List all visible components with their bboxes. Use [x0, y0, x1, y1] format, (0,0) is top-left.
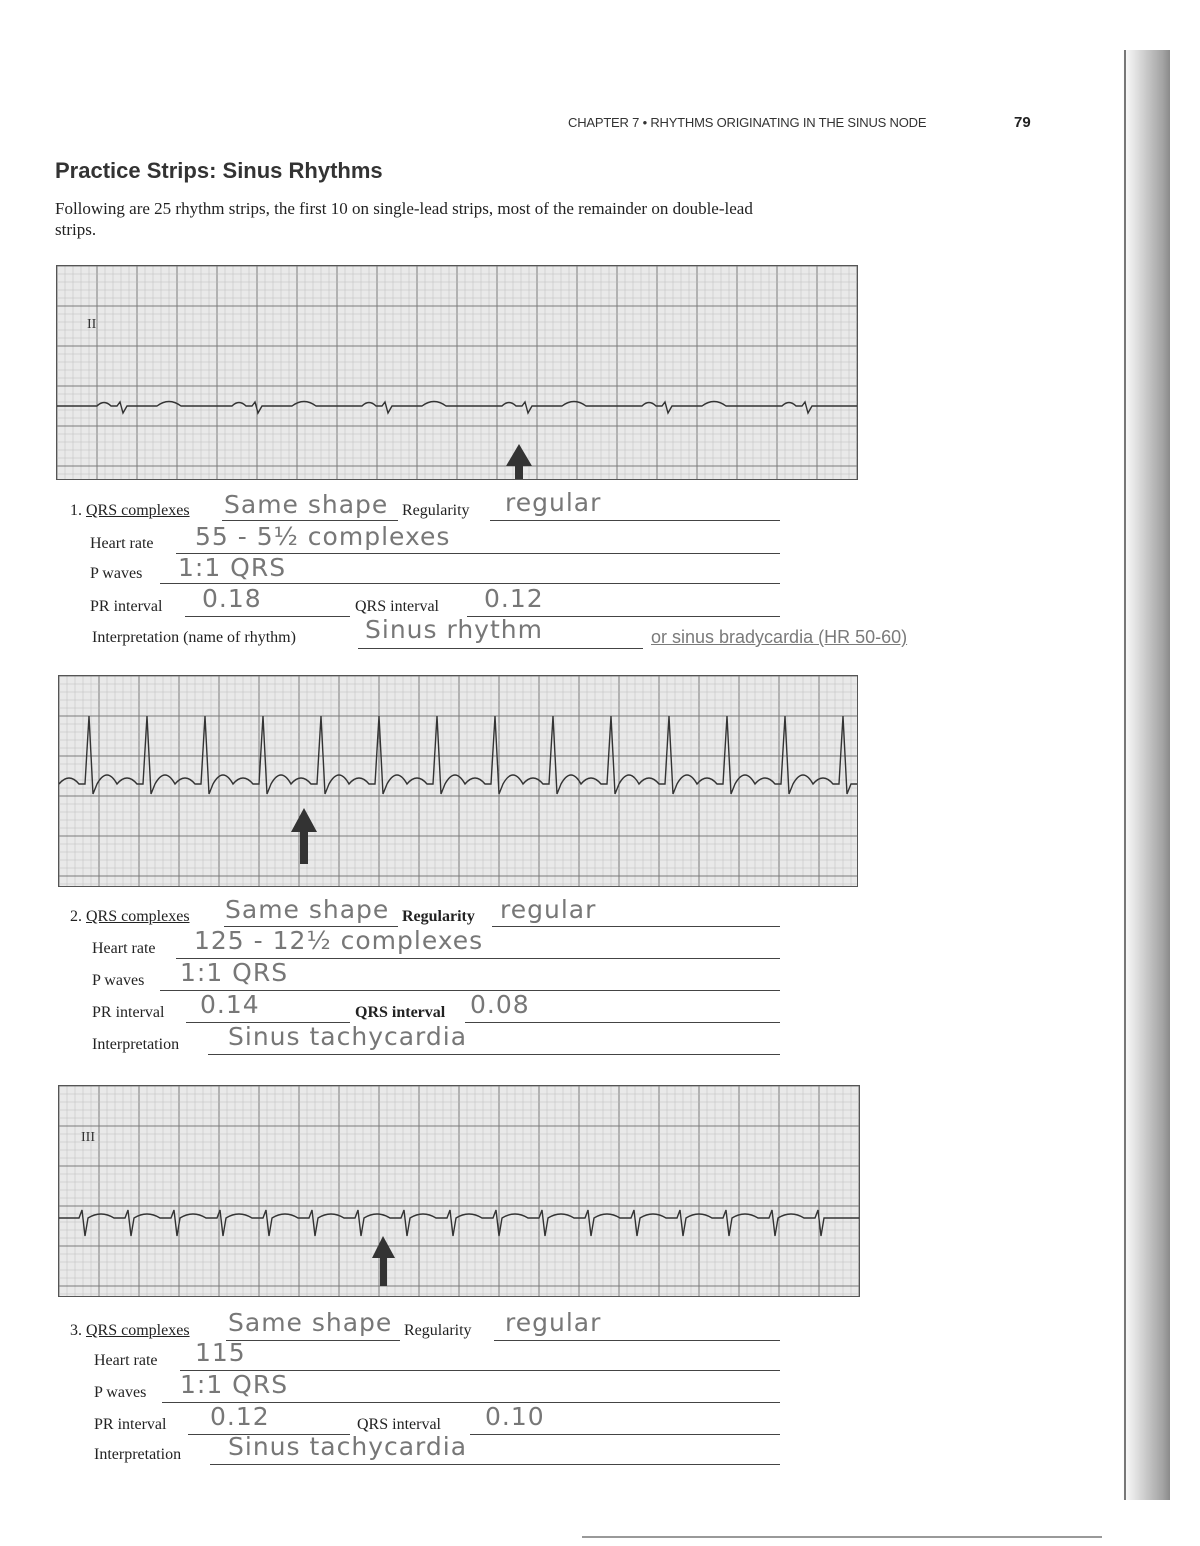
page-number: 79 [1014, 114, 1031, 131]
bottom-rule [582, 1536, 1102, 1538]
p-waves-label: P waves [92, 972, 145, 989]
p-waves-answer: 1:1 QRS [180, 958, 289, 987]
pr-interval-label: PR interval [92, 1004, 165, 1021]
interpretation-field[interactable] [210, 1464, 780, 1465]
ecg-grid [59, 1086, 859, 1296]
interpretation-answer: Sinus tachycardia [228, 1432, 468, 1461]
scan-shadow-edge [1122, 50, 1170, 1500]
regularity-answer: regular [505, 488, 602, 517]
regularity-label: Regularity [402, 908, 475, 925]
strip-3-qrs-row [70, 1322, 190, 1340]
strip-1-qrs-row [70, 502, 190, 520]
qrs-complexes-field[interactable] [226, 1340, 400, 1341]
interpretation-label: Interpretation [92, 1036, 180, 1053]
heart-rate-answer: 125 - 12½ complexes [194, 926, 484, 955]
page-edge-line [1124, 50, 1126, 1500]
ecg-strip-1 [56, 265, 858, 480]
heart-rate-answer: 55 - 5½ complexes [195, 522, 451, 551]
qrs-interval-field[interactable] [470, 1434, 780, 1435]
qrs-interval-label: QRS interval [355, 1004, 446, 1021]
ecg-strip-2 [58, 675, 858, 887]
regularity-field[interactable] [494, 1340, 780, 1341]
qrs-interval-answer: 0.08 [470, 990, 530, 1019]
p-waves-answer: 1:1 QRS [180, 1370, 289, 1399]
interpretation-field[interactable] [208, 1054, 780, 1055]
heart-rate-label: Heart rate [90, 535, 154, 552]
pr-interval-answer: 0.14 [200, 990, 260, 1019]
ecg-strip-3 [58, 1085, 860, 1297]
pr-interval-label: PR interval [94, 1416, 167, 1433]
qrs-interval-answer: 0.12 [484, 584, 544, 613]
interpretation-answer: Sinus tachycardia [228, 1022, 468, 1051]
regularity-field[interactable] [492, 926, 780, 927]
regularity-answer: regular [505, 1308, 602, 1337]
strip-2-qrs-row [70, 908, 190, 926]
p-waves-answer: 1:1 QRS [178, 553, 287, 582]
item-number: 3. [70, 1322, 82, 1339]
qrs-complexes-answer: Same shape [225, 895, 390, 924]
pr-interval-answer: 0.12 [210, 1402, 270, 1431]
pr-interval-label: PR interval [90, 598, 163, 615]
qrs-complexes-label: QRS complexes [86, 1322, 190, 1339]
heart-rate-label: Heart rate [92, 940, 156, 957]
lead-label: III [81, 1130, 95, 1145]
qrs-complexes-label: QRS complexes [86, 502, 190, 519]
pr-interval-field[interactable] [185, 616, 350, 617]
heart-rate-label: Heart rate [94, 1352, 158, 1369]
item-number: 1. [70, 502, 82, 519]
regularity-answer: regular [500, 895, 597, 924]
qrs-complexes-field[interactable] [222, 520, 398, 521]
interpretation-field[interactable] [358, 648, 643, 649]
intro-paragraph: Following are 25 rhythm strips, the first 10 on single-lead strips, most of the remainder on double-lead strips. [55, 199, 753, 239]
regularity-label: Regularity [402, 502, 470, 519]
interpretation-answer: Sinus rhythm [365, 615, 543, 644]
qrs-complexes-label: QRS complexes [86, 908, 190, 925]
arrow-indicator [372, 1236, 395, 1286]
qrs-interval-label: QRS interval [357, 1416, 441, 1433]
interpretation-label: Interpretation [94, 1446, 182, 1463]
interpretation-typed-note: or sinus bradycardia (HR 50-60) [651, 627, 908, 647]
qrs-interval-answer: 0.10 [485, 1402, 545, 1431]
qrs-interval-label: QRS interval [355, 598, 439, 615]
interpretation-label: Interpretation (name of rhythm) [92, 629, 296, 646]
running-head: CHAPTER 7 • RHYTHMS ORIGINATING IN THE SINUS NODE [568, 115, 927, 130]
regularity-label: Regularity [404, 1322, 472, 1339]
p-waves-label: P waves [94, 1384, 147, 1401]
pr-interval-answer: 0.18 [202, 584, 262, 613]
ecg-grid [57, 266, 857, 479]
page-title: Practice Strips: Sinus Rhythms [55, 158, 383, 183]
item-number: 2. [70, 908, 82, 925]
lead-label: II [87, 317, 97, 332]
p-waves-label: P waves [90, 565, 143, 582]
qrs-complexes-answer: Same shape [228, 1308, 393, 1337]
qrs-interval-field[interactable] [465, 1022, 780, 1023]
heart-rate-answer: 115 [195, 1338, 246, 1367]
qrs-complexes-answer: Same shape [224, 490, 389, 519]
regularity-field[interactable] [490, 520, 780, 521]
